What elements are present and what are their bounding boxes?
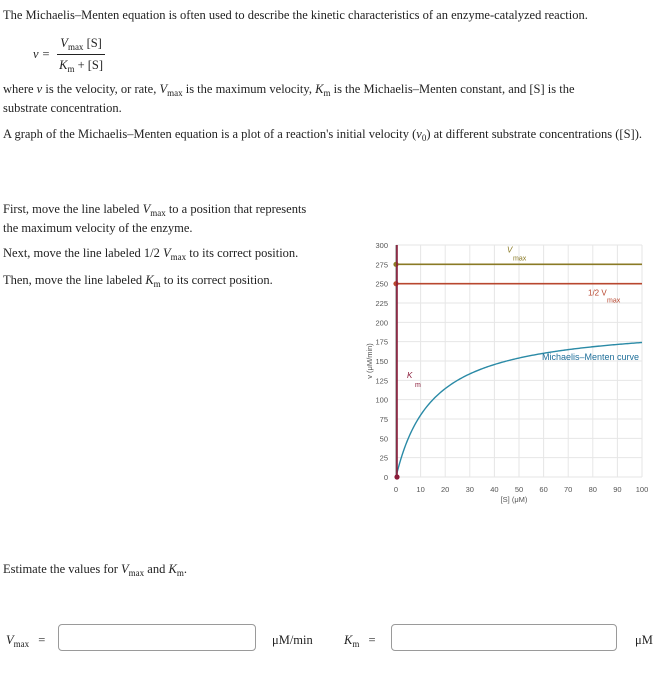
y-tick-label: 275 bbox=[375, 260, 388, 270]
y-tick-label: 125 bbox=[375, 376, 388, 386]
x-tick-label: 20 bbox=[441, 485, 450, 494]
x-tick-label: 80 bbox=[588, 485, 597, 494]
y-tick-label: 200 bbox=[375, 318, 388, 328]
y-tick-label: 225 bbox=[375, 299, 388, 308]
x-tick-label: 40 bbox=[490, 485, 499, 494]
curve-label: Michaelis–Menten curve bbox=[542, 352, 640, 362]
equation-fraction bbox=[56, 34, 106, 75]
y-tick-label: 250 bbox=[375, 279, 388, 289]
x-tick-label: 10 bbox=[416, 485, 425, 494]
instruction-then: Then, move the line labeled $K_m$ to its correct position. bbox=[3, 273, 273, 289]
x-tick-label: 30 bbox=[465, 485, 474, 494]
half-vmax-line-label: 1/2 V bbox=[588, 288, 607, 298]
y-tick-label: 150 bbox=[375, 357, 388, 366]
x-tick-label: 90 bbox=[613, 485, 622, 494]
instruction-next: Next, move the line labeled 1/2 $V_{max}$ to its correct position. bbox=[3, 246, 299, 262]
instruction-first: First, move the line labeled $V_{max}$ to a position that represents the maximum velocity of the enzyme. bbox=[3, 202, 307, 235]
where-paragraph: where v is the velocity, or rate, $V_{max}$ is the maximum velocity, $K_m$ is the Michaelis–Menten constant, and [S] is the substrate concentration. bbox=[3, 82, 575, 115]
km-line-label-sub: m bbox=[415, 382, 421, 389]
vmax-input[interactable] bbox=[58, 624, 256, 651]
intro-line: The Michaelis–Menten equation is often used to describe the kinetic characteristics of an enzyme-catalyzed reaction. bbox=[3, 8, 588, 22]
x-tick-label: 70 bbox=[564, 485, 573, 494]
y-tick-label: 50 bbox=[379, 434, 388, 444]
half-vmax-line-handle bbox=[393, 281, 398, 286]
y-tick-label: 300 bbox=[375, 241, 388, 250]
vmax-line-handle bbox=[393, 262, 398, 267]
km-input[interactable] bbox=[391, 624, 617, 651]
y-axis-label: v (μM/min) bbox=[365, 343, 374, 379]
y-tick-label: 100 bbox=[375, 395, 388, 405]
km-line-label: K bbox=[407, 371, 413, 380]
vmax-line-label: V bbox=[507, 245, 513, 255]
x-tick-label: 60 bbox=[539, 485, 548, 494]
y-tick-label: 175 bbox=[375, 337, 388, 347]
y-tick-label: 0 bbox=[383, 473, 388, 482]
y-tick-label: 75 bbox=[379, 415, 388, 424]
km-line-handle bbox=[394, 474, 399, 479]
x-tick-label: 50 bbox=[514, 485, 524, 494]
vmax-line-label-sub: max bbox=[513, 255, 527, 263]
x-tick-label: 0 bbox=[393, 485, 399, 494]
equation-lhs: v = bbox=[33, 47, 51, 61]
half-vmax-line-label-sub: max bbox=[607, 297, 621, 305]
estimate-prompt: Estimate the values for $V_{max}$ and $K_m$. bbox=[3, 562, 187, 578]
equation-numerator: $V_{max}$ [S] bbox=[57, 34, 105, 55]
y-tick-label: 25 bbox=[379, 453, 388, 463]
graph-paragraph: A graph of the Michaelis–Menten equation is a plot of a reaction's initial velocity $(v_0)$ at different substrate concentrations ([S]). bbox=[3, 127, 642, 143]
equation bbox=[33, 34, 106, 75]
km-answer-label: $K_m$ = bbox=[344, 633, 376, 649]
vmax-answer-label: $V_{max}$ = bbox=[6, 633, 46, 649]
vmax-unit: μM/min bbox=[272, 633, 313, 647]
x-axis-label: [S] (μM) bbox=[500, 495, 528, 504]
equation-denominator: $K_m + [S]$ bbox=[59, 58, 104, 74]
x-tick-label: 100 bbox=[635, 485, 649, 494]
km-unit: μM bbox=[635, 633, 653, 647]
michaelis-menten-chart[interactable] bbox=[355, 235, 655, 510]
